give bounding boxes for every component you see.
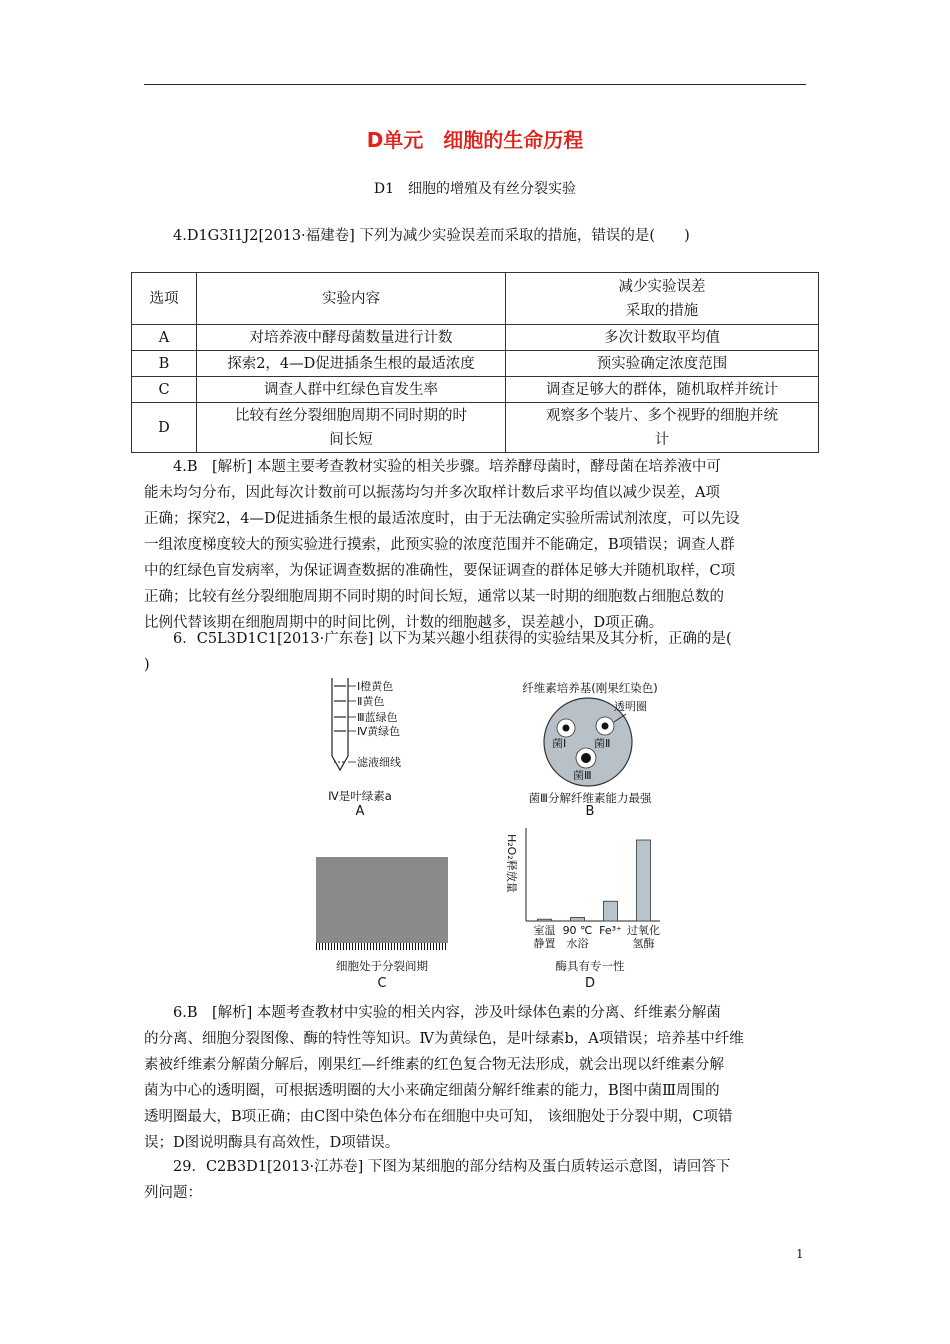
figure-b-plate bbox=[530, 696, 670, 788]
q6-stem: 6．C5L3D1C1[2013·广东卷] 以下为某兴趣小组获得的实验结果及其分析，正确的是( ) bbox=[144, 631, 732, 673]
colony-label: 菌Ⅲ bbox=[573, 769, 592, 782]
figure-c-micrograph bbox=[316, 857, 448, 949]
table-row: C 调查人群中红绿色盲发生率 调查足够大的群体，随机取样并统计 bbox=[132, 377, 819, 403]
figure-a-caption: Ⅳ是叶绿素a bbox=[328, 789, 392, 803]
section-title: D1 细胞的增殖及有丝分裂实验 bbox=[373, 181, 577, 197]
unit-title: D单元 细胞的生命历程 bbox=[366, 128, 584, 152]
figure-a-chromatography bbox=[300, 672, 430, 782]
header-rule bbox=[144, 84, 806, 85]
x-tick-label: 水浴 bbox=[566, 937, 589, 950]
page-number: 1 bbox=[796, 1247, 804, 1261]
bar bbox=[571, 917, 585, 921]
table-row: D 比较有丝分裂细胞周期不同时期的时 间长短 观察多个装片、多个视野的细胞并统 计 bbox=[132, 403, 819, 453]
figure-c-letter: C bbox=[377, 976, 387, 991]
figure-d-caption: 酶具有专一性 bbox=[555, 959, 625, 973]
band-label: Ⅰ橙黄色 bbox=[357, 680, 394, 693]
figure-c-caption: 细胞处于分裂间期 bbox=[336, 959, 428, 973]
q29-stem: 29．C2B3D1[2013·江苏卷] 下图为某细胞的部分结构及蛋白质转运示意图，请回答下 列问题： bbox=[144, 1159, 731, 1201]
th-content: 实验内容 bbox=[197, 273, 506, 325]
figure-c-scale-strip bbox=[316, 943, 448, 950]
q4-answer: 4.B [解析] 本题主要考查教材实验的相关步骤。培养酵母菌时，酵母菌在培养液中可 能未均匀分布，因此每次计数前可以振荡均匀并多次取样计数后求平均值以减少误差，A项 正确；探究2，4—D促进插条生根的最适浓度时，由于无法确定实验所需试剂浓度，可以先设 一组浓度梯度较大的预实验进行摸索，此预实验的浓度范围并不能确定，B项错误；调查人群 中的红绿色盲发病率，为保证调查数据的准确性，要保证调查的群体足够大并随机取样，C项 正确；比较有丝分裂细胞周期不同时期的时间长短，通常以某一时期的细胞数占细胞总数的 比例代替该期在细胞周期中的时间比例，计数的细胞越多，误差越小，D项正确。 bbox=[144, 459, 740, 631]
x-tick-label: 静置 bbox=[533, 937, 556, 950]
x-tick-label: 过氧化 bbox=[627, 924, 660, 937]
colony-label: 菌Ⅱ bbox=[594, 737, 611, 750]
figure-b-caption: 菌Ⅲ分解纤维素能力最强 bbox=[528, 791, 652, 805]
band-label: Ⅲ蓝绿色 bbox=[357, 711, 398, 724]
colony-label: 菌Ⅰ bbox=[552, 737, 567, 750]
bar bbox=[637, 840, 651, 921]
figure-d-letter: D bbox=[584, 976, 595, 991]
x-tick-label: Fe³⁺ bbox=[599, 924, 622, 937]
table-row: A 对培养液中酵母菌数量进行计数 多次计数取平均值 bbox=[132, 325, 819, 351]
x-tick-label: 90 ℃ bbox=[562, 924, 593, 937]
line-label: 滤液细线 bbox=[357, 756, 401, 769]
th-measure: 减少实验误差 采取的措施 bbox=[506, 273, 819, 325]
zone-label: 透明圈 bbox=[614, 700, 647, 713]
q6-answer: 6.B [解析] 本题考查教材中实验的相关内容，涉及叶绿体色素的分离、纤维素分解菌 的分离、细胞分裂图像、酶的特性等知识。Ⅳ为黄绿色，是叶绿素b，A项错误；培养基中纤维 素被纤维素分解菌分解后，刚果红—纤维素的红色复合物无法形成，就会出现以纤维素分解 菌为中心的透明圈，可根据透明圈的大小来确定细菌分解纤维素的能力，B图中菌Ⅲ周围的 透明圈最大，B项正确；由C图中染色体分布在细胞中央可知， 该细胞处于分裂中期，C项错 误；D图说明酶具有高效性，D项错误。 bbox=[144, 1005, 744, 1151]
table-row: B 探索2，4—D促进插条生根的最适浓度 预实验确定浓度范围 bbox=[132, 351, 819, 377]
th-option: 选项 bbox=[132, 273, 197, 325]
q4-table bbox=[131, 272, 819, 453]
figure-b-letter: B bbox=[585, 804, 595, 819]
y-axis-label: H₂O₂释放量 bbox=[505, 834, 518, 893]
figure-d-chart bbox=[500, 826, 670, 956]
x-tick-label: 氢酶 bbox=[632, 937, 655, 950]
band-label: Ⅳ黄绿色 bbox=[357, 725, 401, 738]
figure-b-title: 纤维素培养基(刚果红染色) bbox=[522, 681, 658, 695]
bar bbox=[538, 919, 552, 921]
q4-stem: 4.D1G3I1J2[2013·福建卷] 下列为减少实验误差而采取的措施，错误的是( ) bbox=[173, 228, 690, 244]
figure-a-letter: A bbox=[355, 804, 365, 819]
bar bbox=[604, 901, 618, 921]
band-label: Ⅱ黄色 bbox=[357, 695, 385, 708]
x-tick-label: 室温 bbox=[533, 924, 556, 937]
